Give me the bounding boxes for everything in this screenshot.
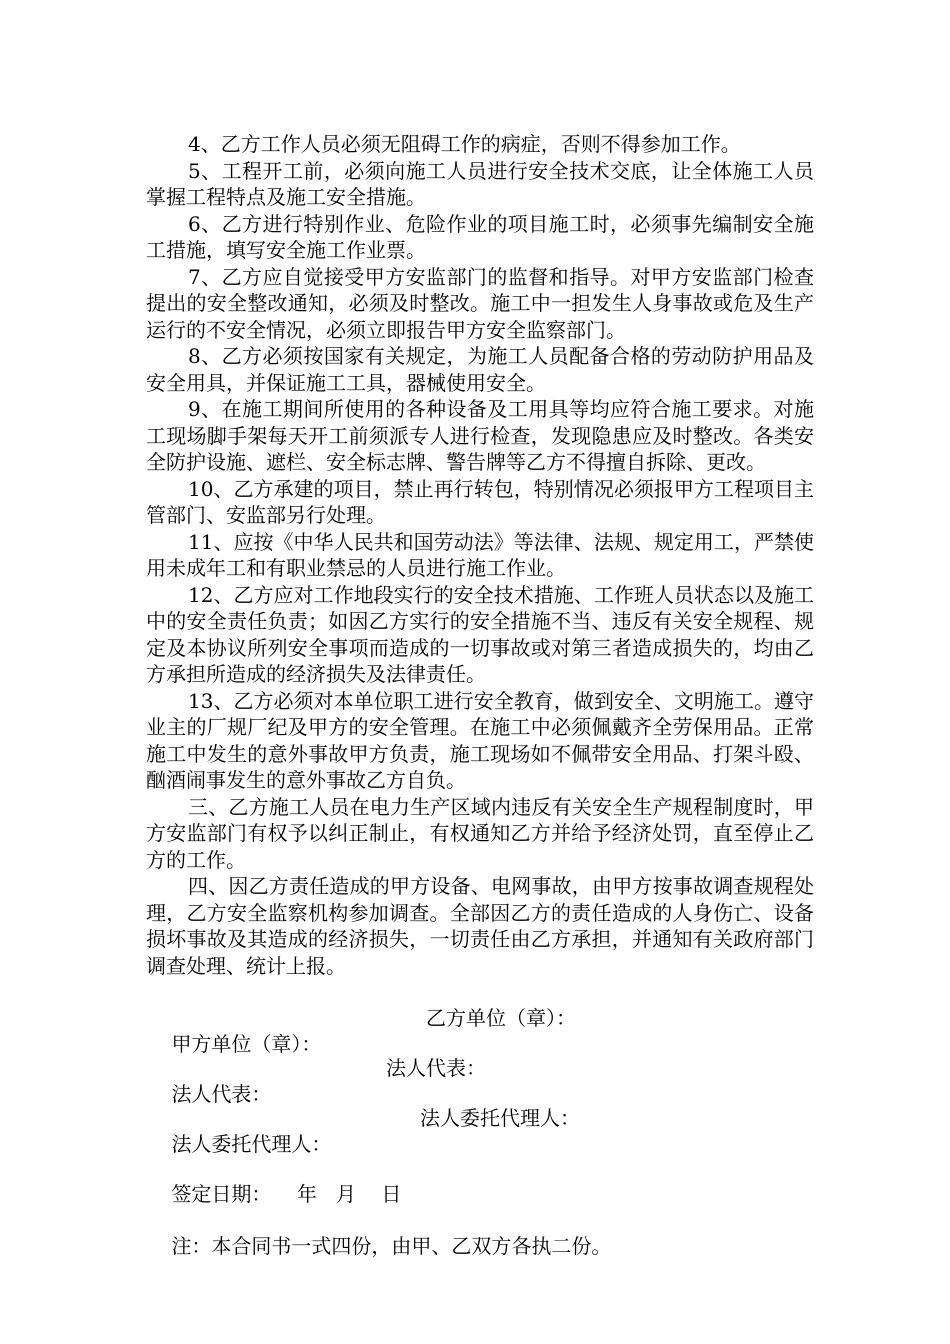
party-b-agent-label: 法人委托代理人： xyxy=(420,1106,580,1130)
copies-note: 注：本合同书一式四份，由甲、乙双方各执二份。 xyxy=(171,1234,612,1258)
copies-note-row xyxy=(146,1207,611,1285)
clause-10: 10、乙方承建的项目，禁止再行转包，特别情况必须报甲方工程项目主管部门、安监部另行处理。 xyxy=(146,476,814,527)
section-four: 四、因乙方责任造成的甲方设备、电网事故，由甲方按事故调查规程处理，乙方安全监察机构参加调查。全部因乙方的责任造成的人身伤亡、设备损坏事故及其造成的经济损失，一切责任由乙方承担，并通知有关政府部门调查处理、统计上报。 xyxy=(146,874,814,978)
party-b-unit-label: 乙方单位（章）： xyxy=(426,1006,576,1030)
clause-8: 8、乙方必须按国家有关规定，为施工人员配备合格的劳动防护用品及安全用具，并保证施工工具，器械使用安全。 xyxy=(146,344,814,395)
clause-9: 9、在施工期间所使用的各种设备及工用具等均应符合施工要求。对施工现场脚手架每天开工前须派专人进行检查，发现隐患应及时整改。各类安全防护设施、遮栏、安全标志牌、警告牌等乙方不得擅自拆除、更改。 xyxy=(146,397,814,474)
sign-date-label: 签定日期： 年 月 日 xyxy=(171,1182,402,1206)
section-three: 三、乙方施工人员在电力生产区域内违反有关安全生产规程制度时，甲方安监部门有权予以纠正制止，有权通知乙方并给予经济处罚，直至停止乙方的工作。 xyxy=(146,794,814,872)
party-a-legal-rep-label: 法人代表： xyxy=(171,1082,272,1106)
clause-4: 4、乙方工作人员必须无阻碍工作的病症，否则不得参加工作。 xyxy=(188,132,741,156)
party-a-unit-label: 甲方单位（章）： xyxy=(171,1032,322,1056)
clause-13: 13、乙方必须对本单位职工进行安全教育，做到安全、文明施工。遵守业主的厂规厂纪及甲方的安全管理。在施工中必须佩戴齐全劳保用品。正常施工中发生的意外事故甲方负责，施工现场如不佩带安全用品、打架斗殴、酗酒闹事发生的意外事故乙方自负。 xyxy=(146,688,814,792)
clause-11: 11、应按《中华人民共和国劳动法》等法律、法规、规定用工，严禁使用未成年工和有职业禁忌的人员进行施工作业。 xyxy=(146,529,814,580)
clause-7: 7、乙方应自觉接受甲方安监部门的监督和指导。对甲方安监部门检查提出的安全整改通知，必须及时整改。施工中一担发生人身事故或危及生产运行的不安全情况，必须立即报告甲方安全监察部门。 xyxy=(146,264,814,342)
contract-body xyxy=(146,131,814,979)
party-b-legal-rep-label: 法人代表： xyxy=(386,1056,486,1080)
party-a-agent-label: 法人委托代理人： xyxy=(171,1132,332,1156)
clause-6: 6、乙方进行特别作业、危险作业的项目施工时，必须事先编制安全施工措施，填写安全施工作业票。 xyxy=(146,211,814,262)
clause-12: 12、乙方应对工作地段实行的安全技术措施、工作班人员状态以及施工中的安全责任负责；如因乙方实行的安全措施不当、违反有关安全规程、规定及本协议所列安全事项而造成的一切事故或对第三者造成损失的，均由乙方承担所造成的经济损失及法律责任。 xyxy=(146,582,814,686)
clause-5: 5、工程开工前，必须向施工人员进行安全技术交底，让全体施工人员掌握工程特点及施工安全措施。 xyxy=(146,158,814,209)
